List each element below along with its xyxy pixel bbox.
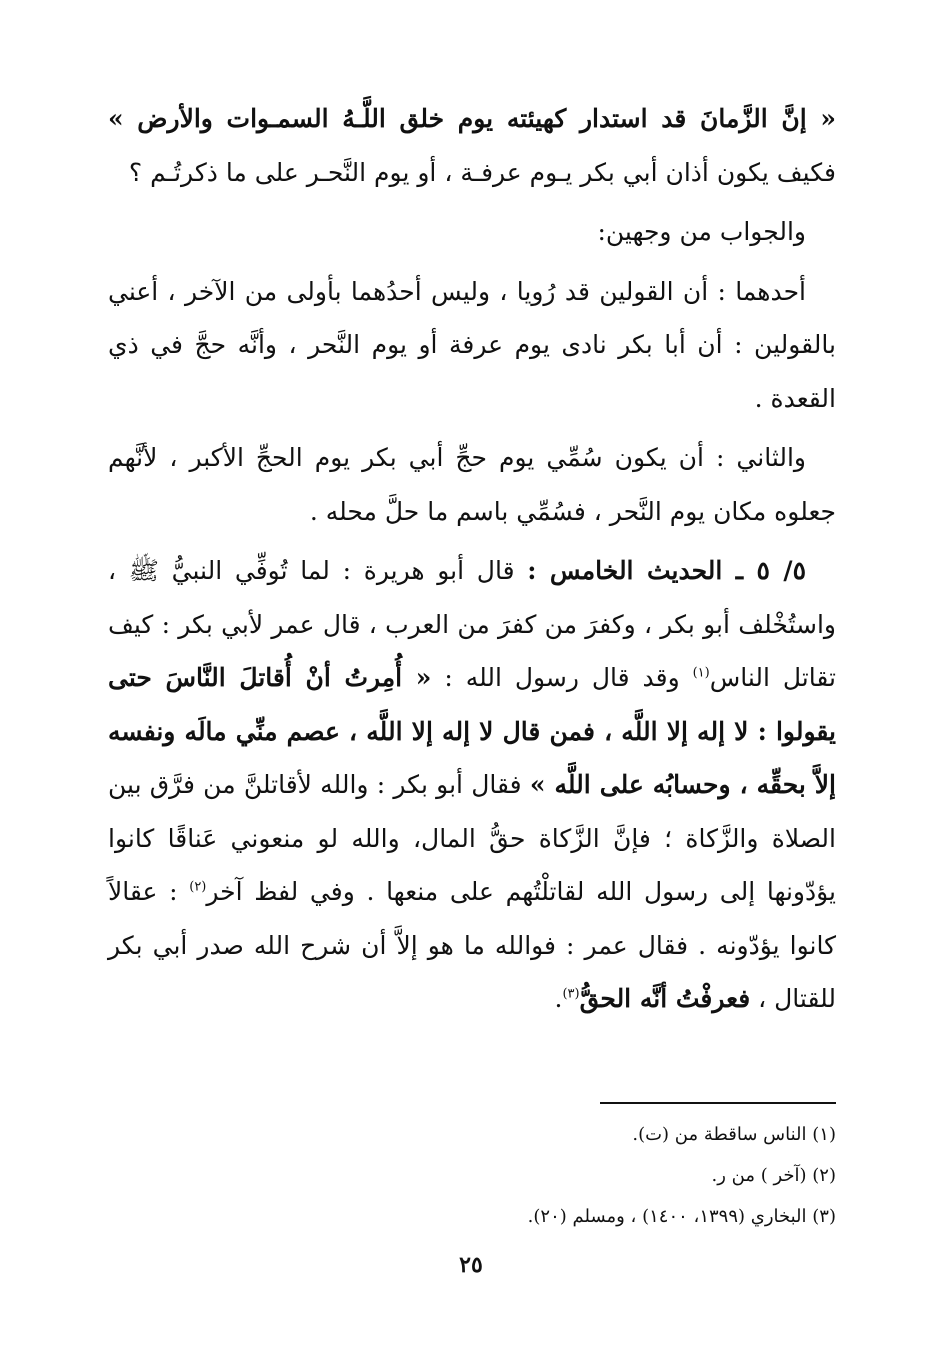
footnote-1: (١) الناس ساقطة من (ت). xyxy=(632,1124,836,1145)
paragraph-5 xyxy=(108,544,836,1026)
section-heading: ٥/ ٥ ـ الحديث الخامس : xyxy=(527,556,806,585)
footnote-divider xyxy=(600,1102,836,1104)
footnotes xyxy=(108,1114,836,1237)
paragraph-4: والثاني : أن يكون سُمِّي يوم حجِّ أبي بكر يوم الحجِّ الأكبر ، لأنَّهم جعلوه مكان يوم النَّحر ، فسُمِّي باسم ما حلَّ محله . xyxy=(108,443,836,526)
hadith-quote: « إنَّ الزَّمانَ قد استدار كهيئته يوم خلق اللَّـهُ السمـوات والأرض » xyxy=(108,104,836,133)
hadith-quote: فعرفْتُ أنَّه الحقُّ xyxy=(579,984,751,1013)
text-span: فقال أبو بكر : والله لأقاتلنَّ من فرَّق بين الصلاة والزَّكاة ؛ فإنَّ الزَّكاة حقُّ المال، والله لو منعوني عَناقًا كانوا يؤدّونها إلى رسول الله لقاتلْتُهم على منعها . وفي لفظ آخر xyxy=(108,770,837,906)
footnote-ref-3: (٣) xyxy=(562,986,580,1002)
paragraph-3: أحدهما : أن القولين قد رُويا ، وليس أحدُهما بأولى من الآخر ، أعني بالقولين : أن أبا بكر نادى يوم عرفة أو يوم النَّحر ، وأنَّه حجَّ في ذي القعدة . xyxy=(108,276,836,413)
text-span: فكيف يكون أذان أبي بكر يـوم عرفـة ، أو يوم النَّحـر على ما ذكرتُـم ؟ xyxy=(128,157,836,187)
footnote-ref-1: (١) xyxy=(692,665,710,681)
footnote-ref-2: (٢) xyxy=(189,879,207,895)
paragraph-2: والجواب من وجهين: xyxy=(597,217,806,246)
footnote-3: (٣) البخاري (١٣٩٩، ١٤٠٠) ، ومسلم (٢٠). xyxy=(527,1206,836,1227)
text-span: وقد قال رسول الله : xyxy=(444,663,680,692)
text-span: قال أبو هريرة : لما تُوفِّي النبيُّ ﷺ ، واستُخْلف أبو بكر ، وكفرَ من كفرَ من العرب ، قال عمر لأبي بكر : كيف تقاتل الناس xyxy=(108,556,836,692)
hadith-quote: « أُمِرتُ أنْ أُقاتلَ النَّاسَ حتى يقولوا : لا إله إلا اللَّه ، فمن قال لا إله إلا اللَّه ، عصم منِّي مالَه ونفسه إلاَّ بحقِّه ، وحسابُه على اللَّه » xyxy=(108,663,836,799)
paragraph-1 xyxy=(108,92,836,199)
page-number: ٢٥ xyxy=(459,1252,483,1278)
text-span: : عقالاً كانوا يؤدّونه . فقال عمر : فوالله ما هو إلاَّ أن شرح الله صدر أبي بكر للقتال ، xyxy=(108,877,836,1013)
main-text xyxy=(108,92,836,1026)
text-span: . xyxy=(554,984,563,1013)
footnote-2: (٢) (آخر ) من ر. xyxy=(711,1165,836,1186)
